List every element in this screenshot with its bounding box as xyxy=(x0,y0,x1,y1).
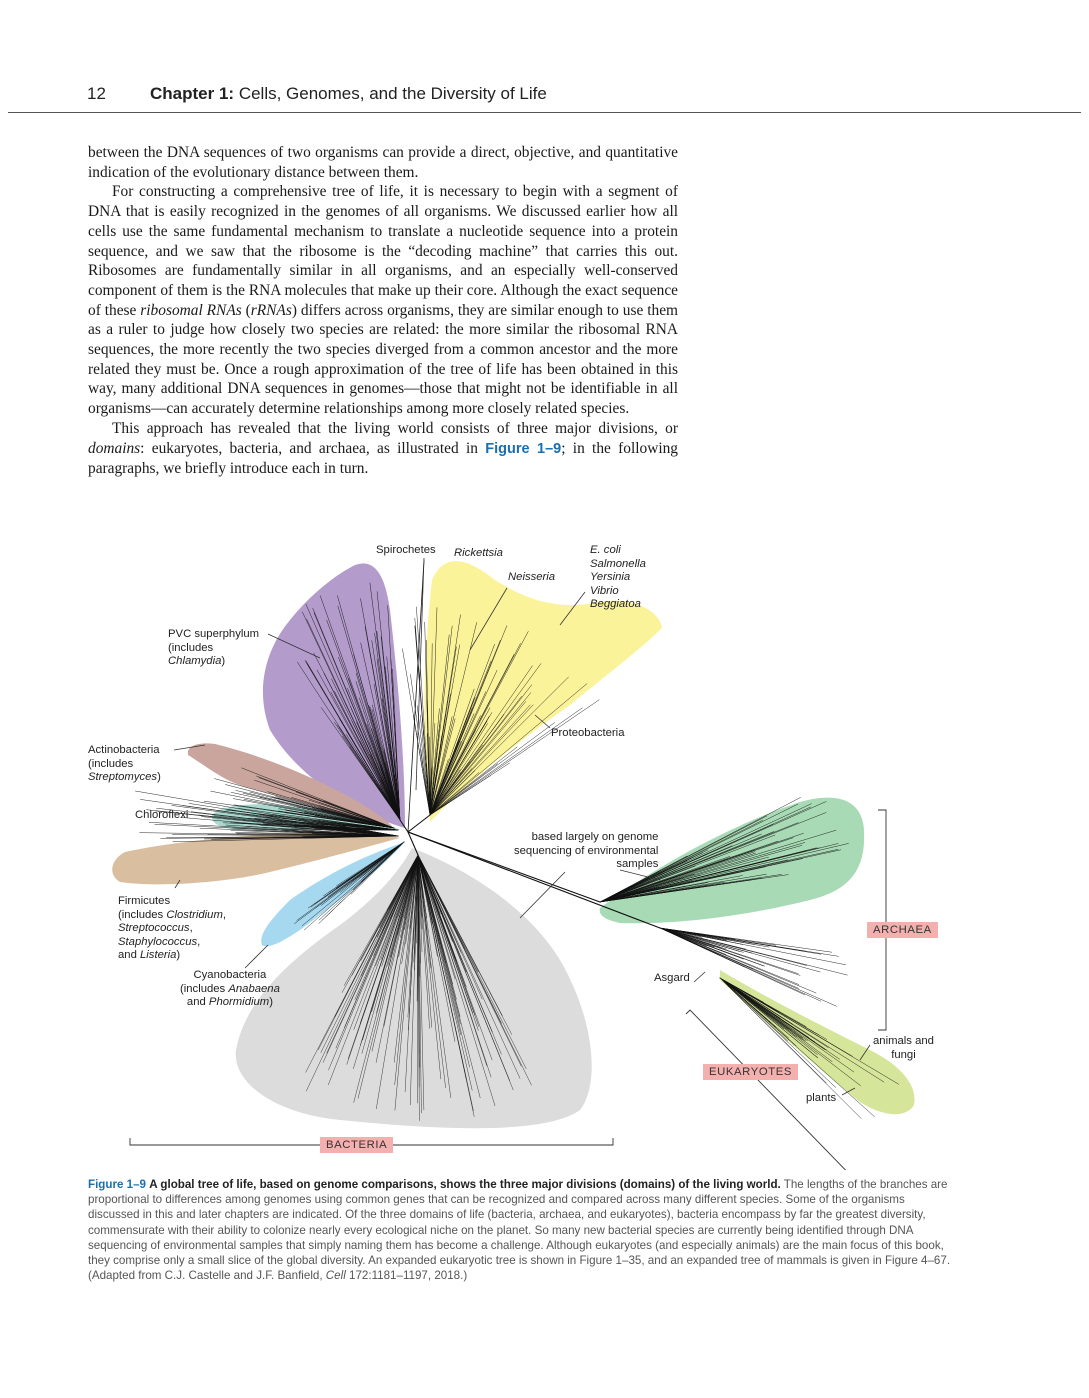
figure-caption xyxy=(88,1177,958,1283)
domain-tag-archaea: ARCHAEA xyxy=(867,922,938,938)
body-text xyxy=(88,143,678,479)
label-firm-staphylococcus: Staphylococcus xyxy=(118,935,198,948)
label-salmonella: Salmonella xyxy=(590,557,646,570)
p2-text-c: ) differs across organisms, they are similar enough to use them as a ruler to judge how closely two species are related: the more similar the ribosomal RNA sequences, the more recently the two species diverged from a common ancestor and the more related they must be. Once a rough approximation of the tree of life has been obtained in this way, many additional DNA sequences in genomes—those that might not be identifiable in all organisms—can accurately determine relationships among more closely related species. xyxy=(88,301,678,418)
header-rule xyxy=(8,112,1081,113)
leader-cyanobacteria xyxy=(245,945,268,968)
p3-text-b: : eukaryotes, bacteria, and archaea, as illustrated in xyxy=(140,439,486,457)
label-firm-and: and xyxy=(118,949,140,962)
label-firm-line1: Firmicutes xyxy=(118,895,171,907)
p3-text-c: ; in the following paragraphs, we briefly introduce each in turn. xyxy=(88,439,678,478)
label-cyano-and: and xyxy=(186,996,209,1009)
label-actino-streptomyces: Streptomyces xyxy=(88,771,158,784)
label-firm-comma1: , xyxy=(222,908,226,921)
label-cyano-includes: (includes xyxy=(180,982,229,995)
label-yersinia: Yersinia xyxy=(590,571,631,584)
label-firm-streptococcus: Streptococcus xyxy=(118,922,190,935)
asgard-branch xyxy=(660,928,763,966)
label-actino-line1: Actinobacteria xyxy=(88,744,160,756)
label-firm-includes: (includes xyxy=(118,908,167,921)
label-rickettsia xyxy=(454,547,503,561)
label-animals-line1: animals and xyxy=(873,1035,934,1047)
paragraph-2 xyxy=(88,182,678,418)
label-beggiatoa: Beggiatoa xyxy=(590,598,641,611)
label-neisseria-text: Neisseria xyxy=(508,571,556,583)
label-actinobacteria xyxy=(88,744,161,785)
label-cyano-line1: Cyanobacteria xyxy=(193,969,267,981)
caption-journal: Cell xyxy=(325,1269,346,1283)
label-pvc-chlamydia: Chlamydia xyxy=(168,655,222,668)
label-actino-close: ) xyxy=(157,771,161,784)
eukaryotes-branch xyxy=(720,978,820,1035)
label-firm-close: ) xyxy=(176,949,181,962)
leader-asgard xyxy=(694,972,705,982)
domain-tag-bacteria: BACTERIA xyxy=(320,1137,393,1153)
figure-reference-link[interactable]: Figure 1–9 xyxy=(485,440,562,457)
chapter-heading xyxy=(150,84,547,104)
p2-text-a: For constructing a comprehensive tree of life, it is necessary to begin with a segment of DNA that is easily recognized in the genomes of all organisms. We discussed earlier how all cells use the same fundamental mechanism to translate a nucleotide sequence into a protein sequence, and we saw that the ribosome is the “decoding machine” that carries this out. Ribosomes are fundamentally similar in all organisms, and an especially well-conserved component of them is the RNA molecules that make up their core. Although the exact sequence of these xyxy=(88,183,678,319)
label-animals-fungi xyxy=(873,1035,934,1062)
p3-text-a: This approach has revealed that the living world consists of three major divisions, or xyxy=(112,419,678,437)
label-pvc-line1: PVC superphylum xyxy=(168,628,260,640)
label-firm-listeria: Listeria xyxy=(140,949,177,962)
p2-text-b: ( xyxy=(241,301,251,319)
p2-emphasis-2: rRNAs xyxy=(250,301,292,319)
p2-emphasis: ribosomal RNAs xyxy=(140,301,242,319)
page-number: 12 xyxy=(87,84,106,103)
label-plants: plants xyxy=(806,1092,837,1104)
label-firm-comma3: , xyxy=(197,935,201,948)
label-neisseria xyxy=(508,571,555,585)
label-env-line1: based largely on genome xyxy=(531,831,659,843)
label-actino-line2: (includes xyxy=(88,757,134,770)
label-pvc-close: ) xyxy=(221,655,226,668)
label-chloroflexi: Chloroflexi xyxy=(135,809,189,821)
label-proteobacteria-species xyxy=(590,544,646,612)
label-spirochetes: Spirochetes xyxy=(376,544,436,556)
paragraph-1: between the DNA sequences of two organisms can provide a direct, objective, and quantitative indication of the evolutionary distance between them. xyxy=(88,144,678,181)
label-firmicutes xyxy=(118,895,226,963)
paragraph-3 xyxy=(88,419,678,479)
tree-of-life-figure xyxy=(0,530,1089,1170)
caption-figure-number: Figure 1–9 xyxy=(88,1178,146,1191)
page-header xyxy=(0,78,1089,118)
chapter-title: Cells, Genomes, and the Diversity of Life xyxy=(238,84,547,103)
label-rickettsia-text: Rickettsia xyxy=(454,547,503,559)
label-asgard: Asgard xyxy=(654,972,690,984)
archaea-bracket xyxy=(878,810,886,1030)
p3-emphasis: domains xyxy=(88,439,141,457)
label-cyano-close: ) xyxy=(269,996,273,1009)
domain-tag-eukaryotes: EUKARYOTES xyxy=(703,1064,798,1080)
label-env-line3: samples xyxy=(616,858,659,871)
label-vibrio: Vibrio xyxy=(590,584,619,597)
label-animals-line2: fungi xyxy=(891,1048,916,1061)
label-cyanobacteria xyxy=(180,969,280,1010)
caption-title: A global tree of life, based on genome comparisons, shows the three major divisions (domains) of the living world. xyxy=(149,1178,781,1191)
label-env-line2: sequencing of environmental xyxy=(514,844,659,857)
label-pvc-line2: (includes xyxy=(168,641,214,654)
label-environmental xyxy=(514,831,658,872)
proteobacteria-trunk xyxy=(408,815,430,832)
label-pvc xyxy=(168,628,259,669)
label-firm-clostridium: Clostridium xyxy=(166,908,223,921)
chapter-label: Chapter 1: xyxy=(150,84,235,103)
eukaryotes-branch xyxy=(720,978,828,1048)
label-cyano-anabaena: Anabaena xyxy=(228,982,280,995)
leader-environmental xyxy=(520,872,565,918)
label-firm-comma2: , xyxy=(189,922,193,935)
label-proteobacteria: Proteobacteria xyxy=(551,727,625,739)
caption-text-b: 172:1181–1197, 2018.) xyxy=(345,1269,468,1283)
caption-text-a: The lengths of the branches are proportional to differences among genomes using common genes that can be recognized and compared across many different species. Some of the organisms discussed in this and later chapters are indicated. Of the three domains of life (bacteria, archaea, and eukaryotes), bacteria encompass by far the greatest diversity, commensurate with their ability to colonize nearly every ecological niche on the planet. So many new bacterial species are currently being identified through DNA sequencing of environmental samples that simply naming them has become a challenge. Although eukaryotes (and especially animals) are the main focus of this book, they comprise only a small slice of the global diversity. An expanded eukaryotic tree is shown in Figure 1–35, and an expanded tree of mammals is given in Figure 4–67. (Adapted from C.J. Castelle and J.F. Banfield, xyxy=(88,1178,951,1283)
label-cyano-phormidium: Phormidium xyxy=(208,996,270,1009)
label-ecoli: E. coli xyxy=(590,544,621,556)
